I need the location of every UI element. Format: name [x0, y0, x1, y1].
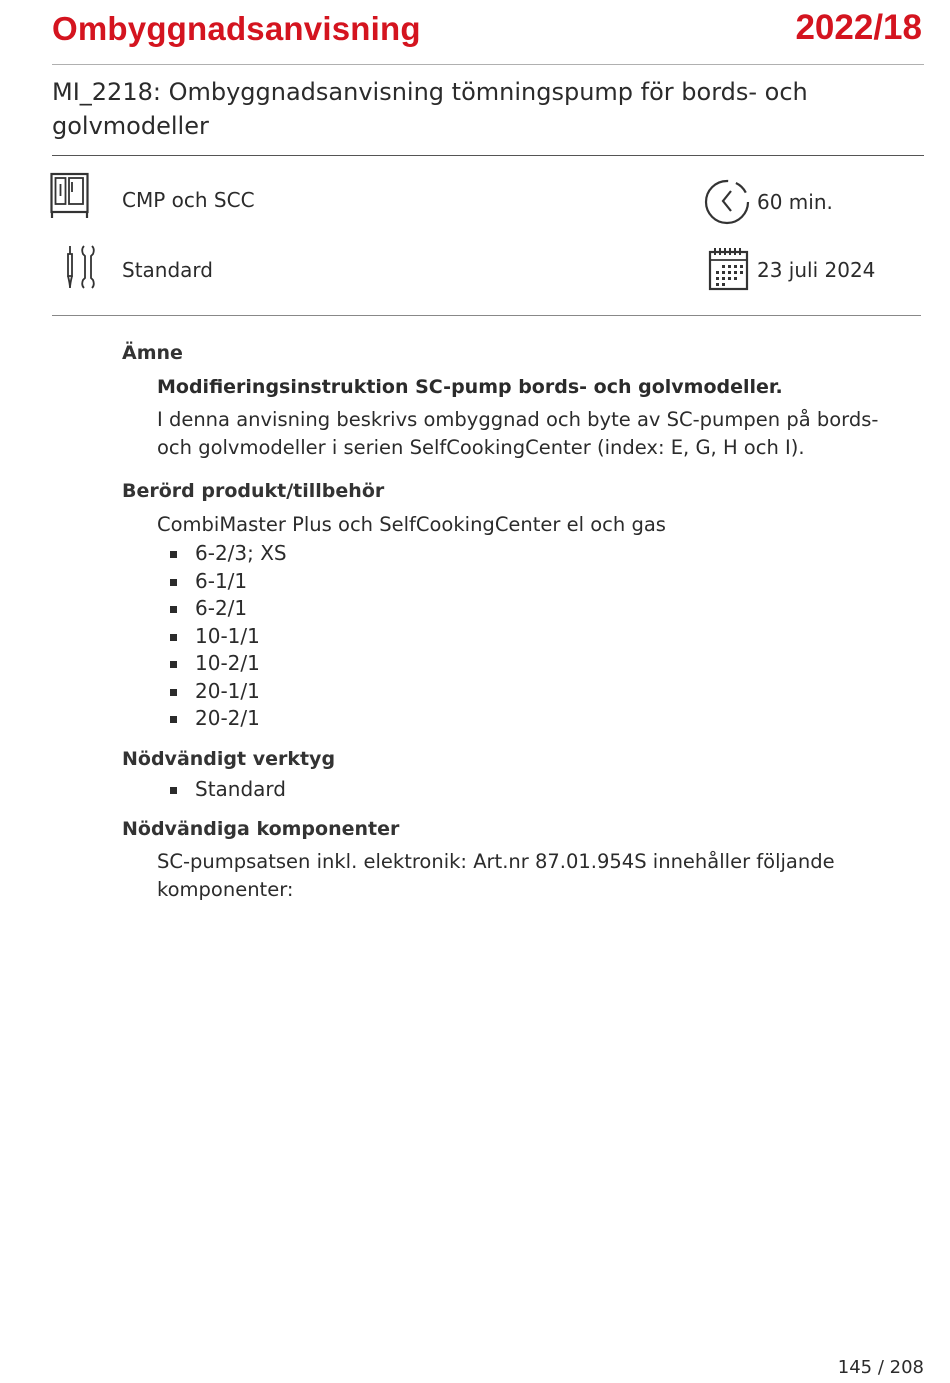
bullet-icon	[170, 634, 177, 641]
subject-heading: Ämne	[122, 342, 183, 364]
title-divider	[52, 155, 924, 156]
bullet-icon	[170, 716, 177, 723]
components-heading: Nödvändiga komponenter	[122, 818, 400, 840]
subject-description: I denna anvisning beskrivs ombyggnad och byte av SC-pumpen på bords- och golvmodeller i serien SelfCookingCenter (index: E, G, H och I).	[157, 408, 879, 459]
product-model-list	[170, 540, 287, 733]
models-label: CMP och SCC	[122, 188, 255, 212]
list-item: Standard	[170, 776, 286, 804]
subject-summary: Modifieringsinstruktion SC-pump bords- och golvmodeller.	[157, 376, 783, 398]
calendar-icon	[708, 246, 750, 296]
header-divider	[52, 64, 924, 65]
wrench-screwdriver-icon	[64, 244, 98, 296]
list-item: 20-1/1	[170, 678, 287, 706]
tools-label: Standard	[122, 258, 213, 282]
list-item: 6-2/3; XS	[170, 540, 287, 568]
bullet-icon	[170, 551, 177, 558]
product-heading: Berörd produkt/tillbehör	[122, 480, 385, 502]
tools-heading: Nödvändigt verktyg	[122, 748, 336, 770]
list-item: 10-2/1	[170, 650, 287, 678]
tools-list	[170, 776, 286, 804]
duration-label: 60 min.	[757, 190, 833, 214]
bullet-icon	[170, 787, 177, 794]
list-item: 6-2/1	[170, 595, 287, 623]
meta-divider	[52, 315, 921, 316]
list-item: 6-1/1	[170, 568, 287, 596]
bullet-icon	[170, 579, 177, 586]
bullet-icon	[170, 606, 177, 613]
bullet-icon	[170, 689, 177, 696]
components-description: SC-pumpsatsen inkl. elektronik: Art.nr 87.01.954S innehåller följande komponenter:	[157, 850, 835, 901]
product-description: CombiMaster Plus och SelfCookingCenter el och gas	[157, 513, 666, 536]
page-number: 145 / 208	[837, 1357, 924, 1378]
bullet-icon	[170, 661, 177, 668]
clock-icon	[703, 178, 751, 230]
date-label: 23 juli 2024	[757, 258, 876, 282]
document-number: 2022/18	[795, 8, 922, 47]
oven-icon	[50, 172, 90, 224]
list-item: 20-2/1	[170, 705, 287, 733]
header-title: Ombyggnadsanvisning	[52, 10, 421, 47]
list-item: 10-1/1	[170, 623, 287, 651]
document-title: MI_2218: Ombyggnadsanvisning tömningspump för bords- och golvmodeller	[52, 78, 808, 140]
